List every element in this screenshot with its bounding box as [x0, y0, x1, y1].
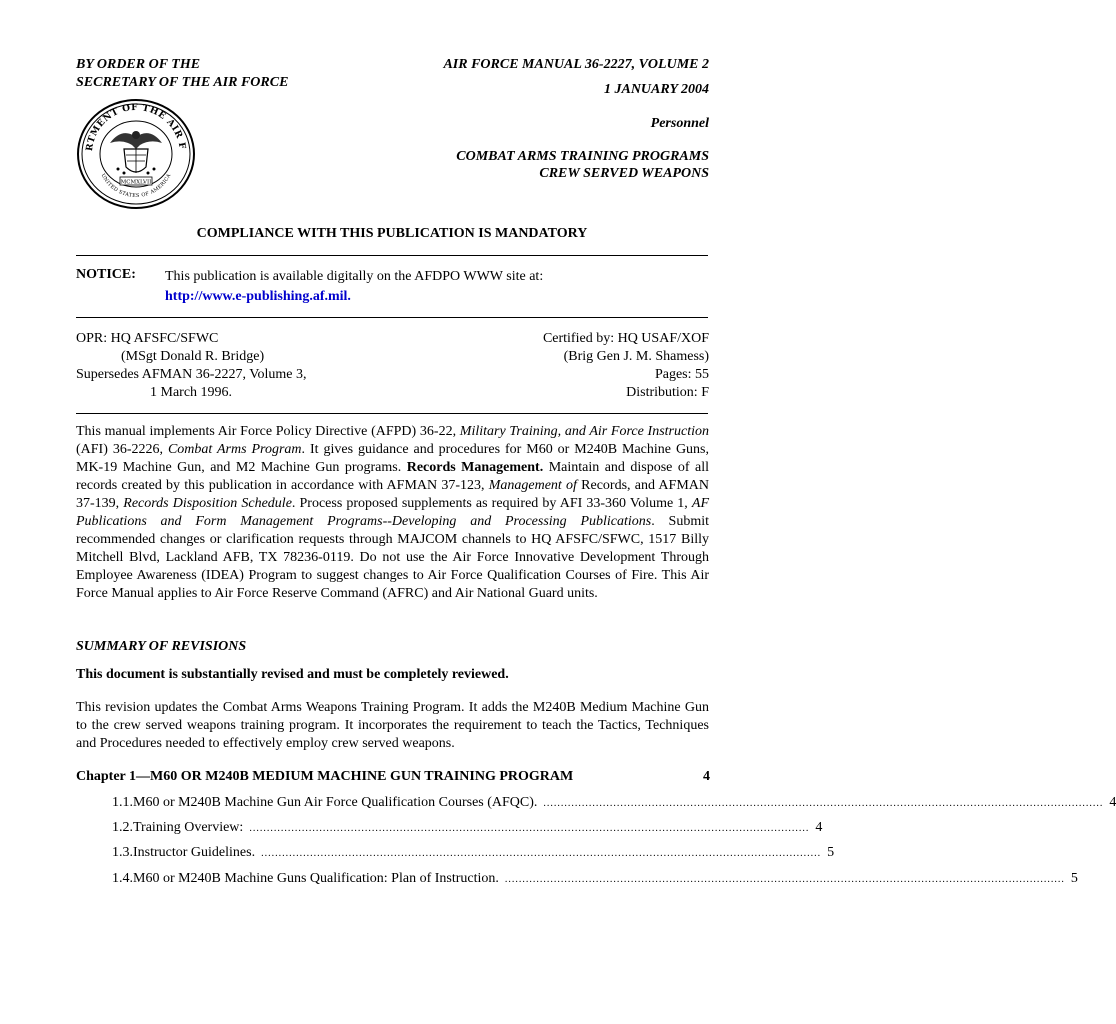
toc-entry[interactable]: 1.3. Instructor Guidelines. ................................................................................................................................................................ 5 [112, 845, 835, 860]
manual-number: AIR FORCE MANUAL 36-2227, VOLUME 2 [443, 57, 709, 72]
title-line-1: COMBAT ARMS TRAINING PROGRAMS [456, 149, 709, 164]
order-line-1: BY ORDER OF THE [76, 57, 201, 72]
order-line-2: SECRETARY OF THE AIR FORCE [76, 75, 289, 90]
leader-dots: ................................................................................................................................................................ [543, 798, 1104, 809]
notice-label: NOTICE: [76, 267, 136, 282]
department-seal [74, 97, 198, 211]
leader-dots: ................................................................................................................................................................ [249, 823, 810, 834]
toc-entry[interactable]: 1.1. M60 or M240B Machine Gun Air Force Qualification Courses (AFQC). ................................................................................................................................................................ 4 [112, 795, 1116, 810]
divider [76, 255, 708, 256]
seal-year: MCMXLVII [120, 179, 152, 186]
certified-by: Certified by: HQ USAF/XOF [542, 331, 709, 346]
supersedes-date: 1 March 1996. [150, 385, 233, 400]
seal-bottom-text: UNITED STATES OF AMERICA [99, 172, 173, 200]
title-line-2: CREW SERVED WEAPONS [539, 166, 709, 181]
notice-sentence: This publication is available digitally on the AFDPO WWW site at: [165, 269, 544, 284]
chapter-page: 4 [703, 769, 710, 784]
toc-entry[interactable]: 1.2. Training Overview: ................................................................................................................................................................ 4 [112, 820, 823, 835]
summary-paragraph: This revision updates the Combat Arms Weapons Training Program. It adds the M240B Medium Machine Gun to the crew served weapons training program. It incorporates the requirement to teach the Tactics, Techniques and Procedures needed to effectively employ crew served weapons. [76, 700, 709, 751]
seal-text: RTMENT OF THE AIR F [84, 102, 187, 152]
toc-chapter-1[interactable] [76, 769, 710, 785]
divider [76, 317, 708, 318]
toc-entry[interactable]: 1.4. M60 or M240B Machine Guns Qualification: Plan of Instruction. ................................................................................................................................................................ 5 [112, 871, 1078, 886]
opr-line: OPR: HQ AFSFC/SFWC [76, 331, 219, 346]
notice-text [165, 267, 543, 307]
certified-name: (Brig Gen J. M. Shamess) [563, 349, 709, 364]
supersedes-line: Supersedes AFMAN 36-2227, Volume 3, [76, 367, 307, 382]
summary-title: SUMMARY OF REVISIONS [76, 639, 247, 654]
publication-date: 1 JANUARY 2004 [603, 82, 709, 97]
divider [76, 413, 708, 414]
category: Personnel [650, 116, 709, 131]
chapter-title: Chapter 1—M60 OR M240B MEDIUM MACHINE GUN TRAINING PROGRAM [76, 769, 574, 784]
summary-notice: This document is substantially revised and must be completely reviewed. [76, 667, 509, 682]
publishing-link[interactable]: http://www.e-publishing.af.mil. [165, 289, 351, 304]
distribution: Distribution: F [626, 385, 709, 400]
leader-dots: ................................................................................................................................................................ [504, 874, 1065, 885]
intro-paragraph: This manual implements Air Force Policy Directive (AFPD) 36-22, Military Training, and Air Force Instruction (AFI) 36-2226, Combat Arms Program. It gives guidance and procedures for M60 or M240B Machine Guns, MK-19 Machine Gun, and M2 Machine Gun programs. Records Management. Maintain and dispose of all records created by this publication in accordance with AFMAN 37-123, Management of Records, and AFMAN 37-139, Records Disposition Schedule. Process proposed supplements as required by AFI 33-360 Volume 1, AF Publications and Form Management Programs--Developing and Processing Publications. Submit recommended changes or clarification requests through MAJCOM channels to HQ AFSFC/SFWC, 1517 Billy Mitchell Blvd, Lackland AFB, TX 78236-0119. Do not use the Air Force Innovative Development Through Employee Awareness (IDEA) Program to suggest changes to Air Force Qualification Courses of Fire. This Air Force Manual applies to Air Force Reserve Command (AFRC) and Air National Guard units. [76, 424, 710, 601]
page-count: Pages: 55 [654, 367, 709, 382]
compliance-statement: COMPLIANCE WITH THIS PUBLICATION IS MANDATORY [196, 226, 588, 241]
leader-dots: ................................................................................................................................................................ [261, 848, 822, 859]
opr-contact: (MSgt Donald R. Bridge) [121, 349, 265, 364]
